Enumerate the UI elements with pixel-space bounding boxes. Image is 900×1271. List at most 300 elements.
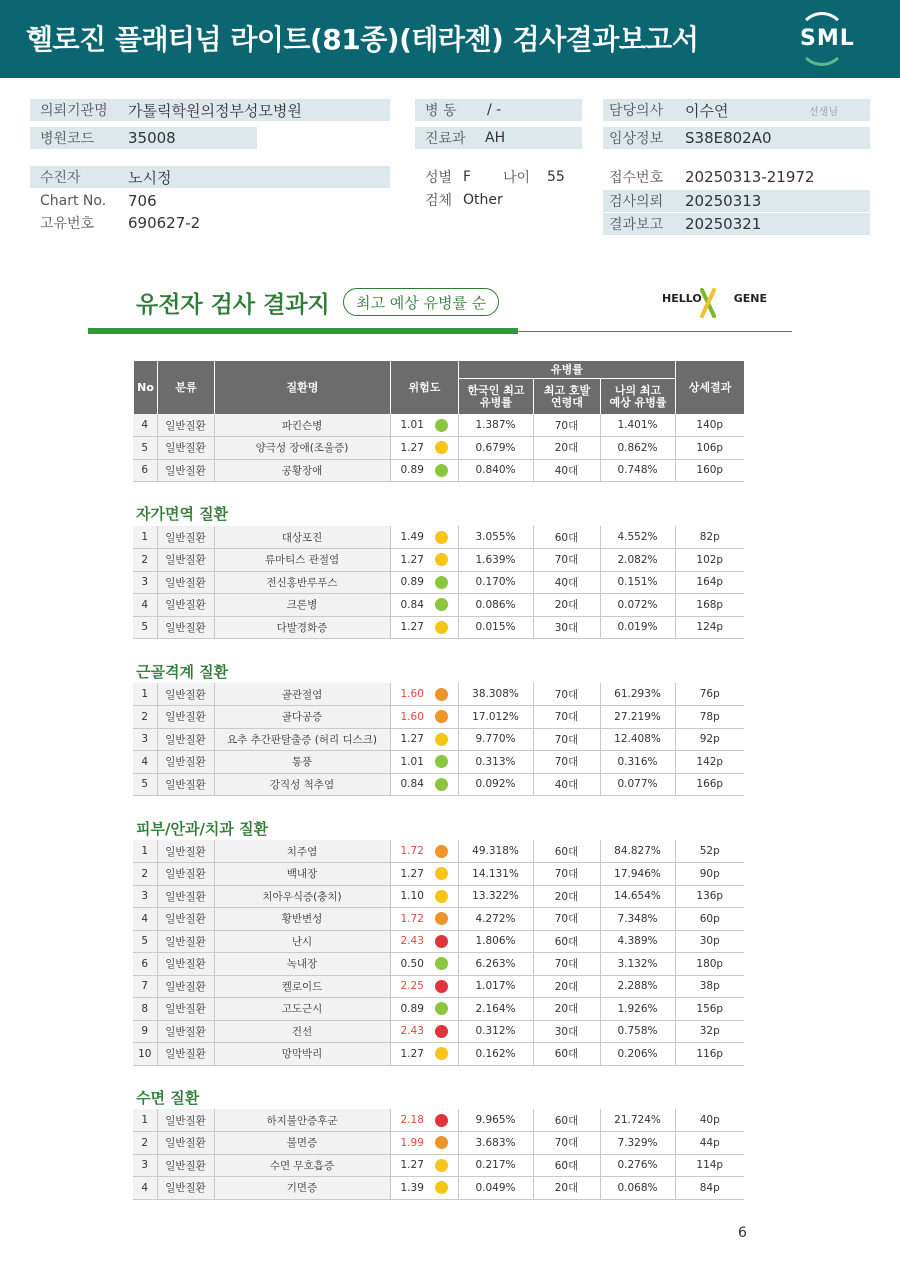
- cell-detail-page: 142p: [675, 751, 744, 774]
- risk-value: 1.27: [400, 553, 424, 566]
- risk-yellow-dot-icon: [435, 1159, 448, 1172]
- cell-peak-age: 60대: [533, 840, 600, 863]
- cell-peak-age: 40대: [533, 571, 600, 594]
- cell-my-max: 0.068%: [600, 1177, 675, 1200]
- cell-disease: 다발경화증: [214, 616, 390, 639]
- header-bar: [0, 0, 900, 78]
- cell-risk: [390, 414, 458, 437]
- cell-korean-max: 0.015%: [458, 616, 533, 639]
- risk-yellow-dot-icon: [435, 867, 448, 880]
- cell-peak-age: 20대: [533, 975, 600, 998]
- cell-risk: [390, 885, 458, 908]
- cell-category: 일반질환: [157, 526, 214, 549]
- cell-peak-age: 20대: [533, 437, 600, 460]
- cell-no: 1: [133, 526, 157, 549]
- cell-risk: [390, 908, 458, 931]
- cell-no: 4: [133, 414, 157, 437]
- doctor-suffix: 선생님: [809, 106, 838, 118]
- cell-korean-max: 0.679%: [458, 437, 533, 460]
- cell-my-max: 14.654%: [600, 885, 675, 908]
- risk-green-dot-icon: [435, 755, 448, 768]
- cell-no: 2: [133, 863, 157, 886]
- report-value: 20250321: [685, 215, 762, 233]
- institution-value: 가톨릭학원의정부성모병원: [128, 101, 302, 120]
- cell-disease: 대상포진: [214, 526, 390, 549]
- cell-detail-page: 82p: [675, 526, 744, 549]
- cell-disease: 류마티스 관절염: [214, 549, 390, 572]
- cell-my-max: 0.077%: [600, 773, 675, 796]
- cell-category: 일반질환: [157, 594, 214, 617]
- cell-category: 일반질환: [157, 616, 214, 639]
- cell-no: 3: [133, 728, 157, 751]
- ward-label: 병 동: [425, 103, 457, 119]
- cell-my-max: 1.401%: [600, 414, 675, 437]
- sort-pill: 최고 예상 유병률 순: [343, 288, 499, 316]
- cell-risk: [390, 773, 458, 796]
- cell-peak-age: 70대: [533, 683, 600, 706]
- cell-detail-page: 40p: [675, 1109, 744, 1132]
- table-row: [133, 414, 744, 437]
- cell-no: 9: [133, 1020, 157, 1043]
- cell-my-max: 0.072%: [600, 594, 675, 617]
- cell-no: 3: [133, 571, 157, 594]
- cell-my-max: 0.316%: [600, 751, 675, 774]
- cell-korean-max: 3.055%: [458, 526, 533, 549]
- table-row: [133, 840, 744, 863]
- cell-category: 일반질환: [157, 1043, 214, 1066]
- cell-risk: [390, 437, 458, 460]
- cell-peak-age: 70대: [533, 549, 600, 572]
- risk-value: 0.84: [400, 778, 424, 791]
- cell-category: 일반질환: [157, 1177, 214, 1200]
- cell-korean-max: 13.322%: [458, 885, 533, 908]
- cell-detail-page: 30p: [675, 930, 744, 953]
- cell-peak-age: 60대: [533, 526, 600, 549]
- cell-my-max: 3.132%: [600, 953, 675, 976]
- cell-my-max: 0.151%: [600, 571, 675, 594]
- cell-korean-max: 9.770%: [458, 728, 533, 751]
- section-rule-accent: [88, 328, 518, 334]
- receipt-row: [603, 166, 870, 188]
- cell-peak-age: 20대: [533, 1177, 600, 1200]
- cell-peak-age: 70대: [533, 414, 600, 437]
- cell-peak-age: 30대: [533, 616, 600, 639]
- hospital-code-label: 병원코드: [40, 131, 95, 147]
- institution-label: 의뢰기관명: [40, 103, 108, 119]
- cell-category: 일반질환: [157, 683, 214, 706]
- cell-risk: [390, 549, 458, 572]
- cell-category: 일반질환: [157, 840, 214, 863]
- cell-peak-age: 40대: [533, 459, 600, 482]
- doctor-row: [603, 99, 870, 121]
- cell-no: 2: [133, 706, 157, 729]
- ward-row: [415, 99, 582, 121]
- cell-disease: 공황장애: [214, 459, 390, 482]
- cell-risk: [390, 526, 458, 549]
- cell-disease: 치주염: [214, 840, 390, 863]
- sex-label: 성별: [425, 170, 453, 186]
- cell-category: 일반질환: [157, 998, 214, 1021]
- cell-no: 10: [133, 1043, 157, 1066]
- age-value: 55: [547, 169, 565, 185]
- table-row: [133, 1177, 744, 1200]
- risk-value: 1.27: [400, 1047, 424, 1060]
- clinical-value: S38E802A0: [685, 129, 772, 147]
- cell-korean-max: 0.313%: [458, 751, 533, 774]
- results-table: [133, 414, 744, 482]
- results-table: [133, 683, 744, 796]
- cell-my-max: 84.827%: [600, 840, 675, 863]
- cell-my-max: 1.926%: [600, 998, 675, 1021]
- cell-peak-age: 30대: [533, 1020, 600, 1043]
- table-row: [133, 863, 744, 886]
- cell-my-max: 27.219%: [600, 706, 675, 729]
- risk-value: 1.27: [400, 867, 424, 880]
- cell-risk: [390, 706, 458, 729]
- cell-no: 2: [133, 549, 157, 572]
- cell-korean-max: 3.683%: [458, 1132, 533, 1155]
- th-peak-age: 최고 호발 연령대: [534, 379, 601, 415]
- cell-risk: [390, 728, 458, 751]
- results-table: [133, 1109, 744, 1200]
- cell-disease: 골관절염: [214, 683, 390, 706]
- risk-value: 1.39: [400, 1181, 424, 1194]
- risk-value: 0.50: [400, 957, 424, 970]
- doctor-label: 담당의사: [609, 103, 664, 119]
- risk-green-dot-icon: [435, 778, 448, 791]
- cell-detail-page: 124p: [675, 616, 744, 639]
- cell-my-max: 0.862%: [600, 437, 675, 460]
- cell-korean-max: 0.092%: [458, 773, 533, 796]
- cell-korean-max: 0.162%: [458, 1043, 533, 1066]
- risk-value: 1.27: [400, 733, 424, 746]
- cell-no: 1: [133, 683, 157, 706]
- cell-disease: 치아우식증(충치): [214, 885, 390, 908]
- cell-category: 일반질환: [157, 728, 214, 751]
- table-row: [133, 885, 744, 908]
- cell-no: 6: [133, 953, 157, 976]
- request-row: [603, 190, 870, 212]
- risk-green-dot-icon: [435, 957, 448, 970]
- risk-yellow-dot-icon: [435, 531, 448, 544]
- category-title: 근골격계 질환: [136, 663, 229, 681]
- cell-risk: [390, 571, 458, 594]
- cell-disease: 크론병: [214, 594, 390, 617]
- hospital-code-value: 35008: [128, 129, 176, 147]
- th-detail: 상세결과: [676, 361, 745, 415]
- cell-detail-page: 78p: [675, 706, 744, 729]
- risk-value: 1.27: [400, 621, 424, 634]
- cell-peak-age: 40대: [533, 773, 600, 796]
- cell-category: 일반질환: [157, 863, 214, 886]
- cell-category: 일반질환: [157, 953, 214, 976]
- category-title: 피부/안과/치과 질환: [136, 820, 269, 838]
- cell-category: 일반질환: [157, 885, 214, 908]
- table-row: [133, 751, 744, 774]
- cell-no: 3: [133, 885, 157, 908]
- cell-category: 일반질환: [157, 1154, 214, 1177]
- cell-category: 일반질환: [157, 773, 214, 796]
- cell-my-max: 21.724%: [600, 1109, 675, 1132]
- subject-row: [30, 166, 390, 188]
- cell-korean-max: 1.387%: [458, 414, 533, 437]
- cell-detail-page: 168p: [675, 594, 744, 617]
- risk-orange-dot-icon: [435, 845, 448, 858]
- cell-disease: 고도근시: [214, 998, 390, 1021]
- hellogene-left: HELLO: [662, 292, 702, 305]
- section-title: 유전자 검사 결과지: [136, 292, 330, 318]
- cell-risk: [390, 459, 458, 482]
- cell-disease: 하지불안증후군: [214, 1109, 390, 1132]
- cell-peak-age: 20대: [533, 594, 600, 617]
- sex-value: F: [463, 169, 472, 185]
- cell-no: 8: [133, 998, 157, 1021]
- th-prevalence: 유병률: [459, 361, 676, 379]
- specimen-row: [415, 189, 585, 211]
- cell-risk: [390, 751, 458, 774]
- cell-no: 1: [133, 840, 157, 863]
- risk-green-dot-icon: [435, 1002, 448, 1015]
- risk-green-dot-icon: [435, 464, 448, 477]
- cell-detail-page: 92p: [675, 728, 744, 751]
- cell-no: 3: [133, 1154, 157, 1177]
- cell-disease: 전신홍반루푸스: [214, 571, 390, 594]
- cell-risk: [390, 975, 458, 998]
- cell-detail-page: 114p: [675, 1154, 744, 1177]
- cell-my-max: 0.206%: [600, 1043, 675, 1066]
- risk-orange-dot-icon: [435, 912, 448, 925]
- risk-value: 0.89: [400, 576, 424, 589]
- cell-risk: [390, 863, 458, 886]
- cell-detail-page: 84p: [675, 1177, 744, 1200]
- cell-my-max: 7.329%: [600, 1132, 675, 1155]
- cell-disease: 골다공증: [214, 706, 390, 729]
- table-row: [133, 526, 744, 549]
- id-row: [30, 212, 390, 234]
- cell-detail-page: 76p: [675, 683, 744, 706]
- cell-category: 일반질환: [157, 908, 214, 931]
- cell-disease: 난시: [214, 930, 390, 953]
- institution-row: [30, 99, 390, 121]
- th-korean-max: 한국인 최고 유병률: [459, 379, 534, 415]
- cell-category: 일반질환: [157, 975, 214, 998]
- cell-category: 일반질환: [157, 459, 214, 482]
- cell-detail-page: 180p: [675, 953, 744, 976]
- age-label: 나이: [503, 170, 531, 186]
- results-table-header: [133, 360, 745, 415]
- id-value: 690627-2: [128, 214, 201, 232]
- cell-detail-page: 160p: [675, 459, 744, 482]
- dna-x-icon: [698, 288, 718, 318]
- cell-my-max: 61.293%: [600, 683, 675, 706]
- cell-korean-max: 0.217%: [458, 1154, 533, 1177]
- cell-my-max: 0.276%: [600, 1154, 675, 1177]
- th-risk: 위험도: [391, 361, 459, 415]
- risk-orange-dot-icon: [435, 688, 448, 701]
- report-row: [603, 213, 870, 235]
- cell-korean-max: 14.131%: [458, 863, 533, 886]
- cell-category: 일반질환: [157, 930, 214, 953]
- table-row: [133, 1154, 744, 1177]
- risk-value: 2.43: [400, 935, 424, 948]
- cell-peak-age: 60대: [533, 1109, 600, 1132]
- cell-risk: [390, 1109, 458, 1132]
- cell-disease: 불면증: [214, 1132, 390, 1155]
- cell-no: 5: [133, 773, 157, 796]
- cell-detail-page: 38p: [675, 975, 744, 998]
- cell-risk: [390, 1020, 458, 1043]
- request-value: 20250313: [685, 192, 762, 210]
- table-row: [133, 1109, 744, 1132]
- cell-disease: 황반변성: [214, 908, 390, 931]
- cell-detail-page: 44p: [675, 1132, 744, 1155]
- th-disease: 질환명: [215, 361, 391, 415]
- cell-korean-max: 9.965%: [458, 1109, 533, 1132]
- table-row: [133, 953, 744, 976]
- cell-category: 일반질환: [157, 751, 214, 774]
- risk-value: 1.10: [400, 890, 424, 903]
- cell-korean-max: 1.639%: [458, 549, 533, 572]
- category-title: 자가면역 질환: [136, 505, 229, 523]
- risk-value: 1.27: [400, 1159, 424, 1172]
- cell-no: 5: [133, 616, 157, 639]
- cell-category: 일반질환: [157, 437, 214, 460]
- cell-risk: [390, 683, 458, 706]
- table-row: [133, 549, 744, 572]
- cell-no: 4: [133, 594, 157, 617]
- cell-korean-max: 0.049%: [458, 1177, 533, 1200]
- cell-peak-age: 70대: [533, 706, 600, 729]
- cell-risk: [390, 1154, 458, 1177]
- table-row: [133, 1020, 744, 1043]
- hospital-code-row: [30, 127, 257, 149]
- receipt-value: 20250313-21972: [685, 168, 815, 186]
- doctor-value: 이수연: [685, 101, 729, 120]
- cell-no: 4: [133, 1177, 157, 1200]
- id-label: 고유번호: [40, 216, 95, 232]
- risk-value: 2.43: [400, 1025, 424, 1038]
- table-row: [133, 998, 744, 1021]
- cell-my-max: 2.288%: [600, 975, 675, 998]
- cell-disease: 강직성 척추염: [214, 773, 390, 796]
- cell-peak-age: 20대: [533, 885, 600, 908]
- risk-red-dot-icon: [435, 980, 448, 993]
- risk-value: 1.27: [400, 441, 424, 454]
- cell-risk: [390, 1043, 458, 1066]
- cell-category: 일반질환: [157, 706, 214, 729]
- cell-peak-age: 60대: [533, 1154, 600, 1177]
- dept-row: [415, 127, 582, 149]
- cell-detail-page: 106p: [675, 437, 744, 460]
- dept-label: 진료과: [425, 131, 466, 147]
- hellogene-right: GENE: [733, 292, 767, 305]
- cell-detail-page: 102p: [675, 549, 744, 572]
- chart-value: 706: [128, 192, 157, 210]
- table-row: [133, 1043, 744, 1066]
- cell-peak-age: 70대: [533, 751, 600, 774]
- risk-value: 1.99: [400, 1136, 424, 1149]
- table-row: [133, 594, 744, 617]
- risk-yellow-dot-icon: [435, 1181, 448, 1194]
- table-row: [133, 975, 744, 998]
- cell-no: 5: [133, 930, 157, 953]
- table-row: [133, 728, 744, 751]
- table-row: [133, 773, 744, 796]
- cell-peak-age: 60대: [533, 1043, 600, 1066]
- specimen-value: Other: [463, 192, 503, 208]
- risk-orange-dot-icon: [435, 710, 448, 723]
- results-table: [133, 840, 744, 1066]
- cell-no: 4: [133, 908, 157, 931]
- cell-my-max: 7.348%: [600, 908, 675, 931]
- table-row: [133, 930, 744, 953]
- cell-detail-page: 90p: [675, 863, 744, 886]
- cell-korean-max: 2.164%: [458, 998, 533, 1021]
- cell-korean-max: 0.312%: [458, 1020, 533, 1043]
- table-row: [133, 459, 744, 482]
- risk-value: 1.01: [400, 419, 424, 431]
- cell-detail-page: 136p: [675, 885, 744, 908]
- cell-my-max: 17.946%: [600, 863, 675, 886]
- cell-detail-page: 156p: [675, 998, 744, 1021]
- cell-detail-page: 52p: [675, 840, 744, 863]
- risk-value: 1.72: [400, 845, 424, 857]
- risk-yellow-dot-icon: [435, 441, 448, 454]
- risk-red-dot-icon: [435, 935, 448, 948]
- cell-peak-age: 70대: [533, 908, 600, 931]
- cell-disease: 백내장: [214, 863, 390, 886]
- risk-yellow-dot-icon: [435, 621, 448, 634]
- cell-category: 일반질환: [157, 414, 214, 437]
- category-title: 수면 질환: [136, 1089, 200, 1107]
- table-row: [133, 706, 744, 729]
- cell-category: 일반질환: [157, 1132, 214, 1155]
- cell-my-max: 4.389%: [600, 930, 675, 953]
- cell-detail-page: 116p: [675, 1043, 744, 1066]
- report-label: 결과보고: [609, 217, 664, 233]
- risk-value: 0.84: [400, 598, 424, 611]
- cell-peak-age: 20대: [533, 998, 600, 1021]
- cell-korean-max: 17.012%: [458, 706, 533, 729]
- table-row: [133, 908, 744, 931]
- cell-category: 일반질환: [157, 1020, 214, 1043]
- cell-detail-page: 60p: [675, 908, 744, 931]
- table-row: [133, 1132, 744, 1155]
- cell-detail-page: 166p: [675, 773, 744, 796]
- risk-value: 2.25: [400, 980, 424, 993]
- cell-peak-age: 70대: [533, 953, 600, 976]
- cell-my-max: 0.758%: [600, 1020, 675, 1043]
- cell-korean-max: 1.017%: [458, 975, 533, 998]
- cell-category: 일반질환: [157, 549, 214, 572]
- request-label: 검사의뢰: [609, 194, 664, 210]
- risk-red-dot-icon: [435, 1025, 448, 1038]
- cell-no: 1: [133, 1109, 157, 1132]
- sml-logo: [796, 12, 855, 68]
- risk-value: 1.49: [400, 531, 424, 543]
- cell-risk: [390, 840, 458, 863]
- cell-risk: [390, 1132, 458, 1155]
- cell-no: 4: [133, 751, 157, 774]
- th-category: 분류: [158, 361, 215, 415]
- dept-value: AH: [485, 130, 506, 146]
- cell-risk: [390, 930, 458, 953]
- cell-my-max: 0.748%: [600, 459, 675, 482]
- results-table: [133, 526, 744, 639]
- risk-green-dot-icon: [435, 419, 448, 432]
- cell-no: 2: [133, 1132, 157, 1155]
- cell-disease: 기면증: [214, 1177, 390, 1200]
